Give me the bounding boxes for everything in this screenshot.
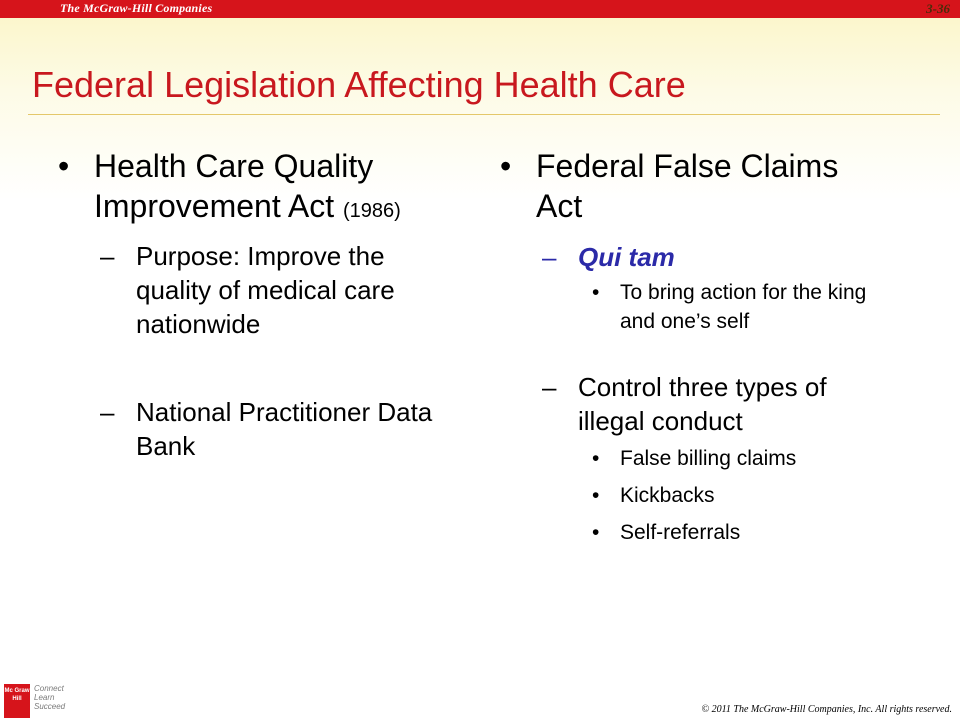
qui-tam-detail — [500, 278, 880, 336]
bullet-hcqia-year: (1986) — [342, 200, 401, 222]
sub-bullet-qui-tam — [500, 240, 880, 274]
tagline-word: Succeed — [34, 702, 66, 711]
header-bar — [0, 0, 960, 18]
bullet-fca-text: Federal False Claims Act — [536, 148, 839, 224]
conduct-item-text: Self-referrals — [620, 521, 741, 544]
tagline-word: Learn — [34, 693, 55, 702]
bullet-hcqia — [58, 146, 458, 231]
qui-tam-detail-text: To bring action for the king and one’s self — [620, 281, 867, 333]
sub-bullet-purpose-text: Purpose: Improve the quality of medical care nationwide — [136, 241, 395, 339]
bullet-icon: • — [500, 148, 512, 184]
bullet-icon: • — [592, 447, 600, 470]
sub-bullet-qui-tam-text: Qui tam — [578, 242, 675, 272]
bullet-icon: • — [58, 148, 70, 184]
conduct-item — [500, 444, 880, 473]
dash-icon: – — [542, 372, 557, 402]
tagline-word: Connect — [34, 684, 64, 693]
conduct-item — [500, 481, 880, 510]
title-divider — [28, 114, 940, 115]
left-column — [58, 146, 458, 463]
sub-bullet-conduct-text: Control three types of illegal conduct — [578, 372, 827, 436]
mcgraw-hill-logo: Mc Graw Hill — [4, 684, 30, 718]
sub-bullet-npdb-text: National Practitioner Data Bank — [136, 397, 433, 461]
bullet-icon: • — [592, 484, 600, 507]
bullet-fca — [500, 146, 880, 226]
sub-bullet-conduct — [500, 370, 880, 438]
conduct-item-text: Kickbacks — [620, 484, 715, 507]
right-column — [500, 146, 880, 547]
conduct-item-text: False billing claims — [620, 447, 797, 470]
bullet-hcqia-text: Health Care Quality Improvement Act — [94, 148, 374, 224]
dash-icon: – — [542, 242, 557, 272]
slide-title: Federal Legislation Affecting Health Care — [32, 64, 686, 105]
bullet-icon: • — [592, 521, 600, 544]
slide-number: 3-36 — [926, 1, 950, 16]
brand-name: The McGraw-Hill Companies — [60, 1, 213, 15]
dash-icon: – — [100, 241, 115, 271]
dash-icon: – — [100, 397, 115, 427]
tagline — [34, 684, 65, 711]
copyright: © 2011 The McGraw-Hill Companies, Inc. All rights reserved. — [701, 704, 952, 715]
sub-bullet-npdb — [58, 395, 458, 463]
sub-bullet-purpose — [58, 239, 458, 341]
bullet-icon: • — [592, 281, 600, 304]
conduct-item — [500, 518, 880, 547]
